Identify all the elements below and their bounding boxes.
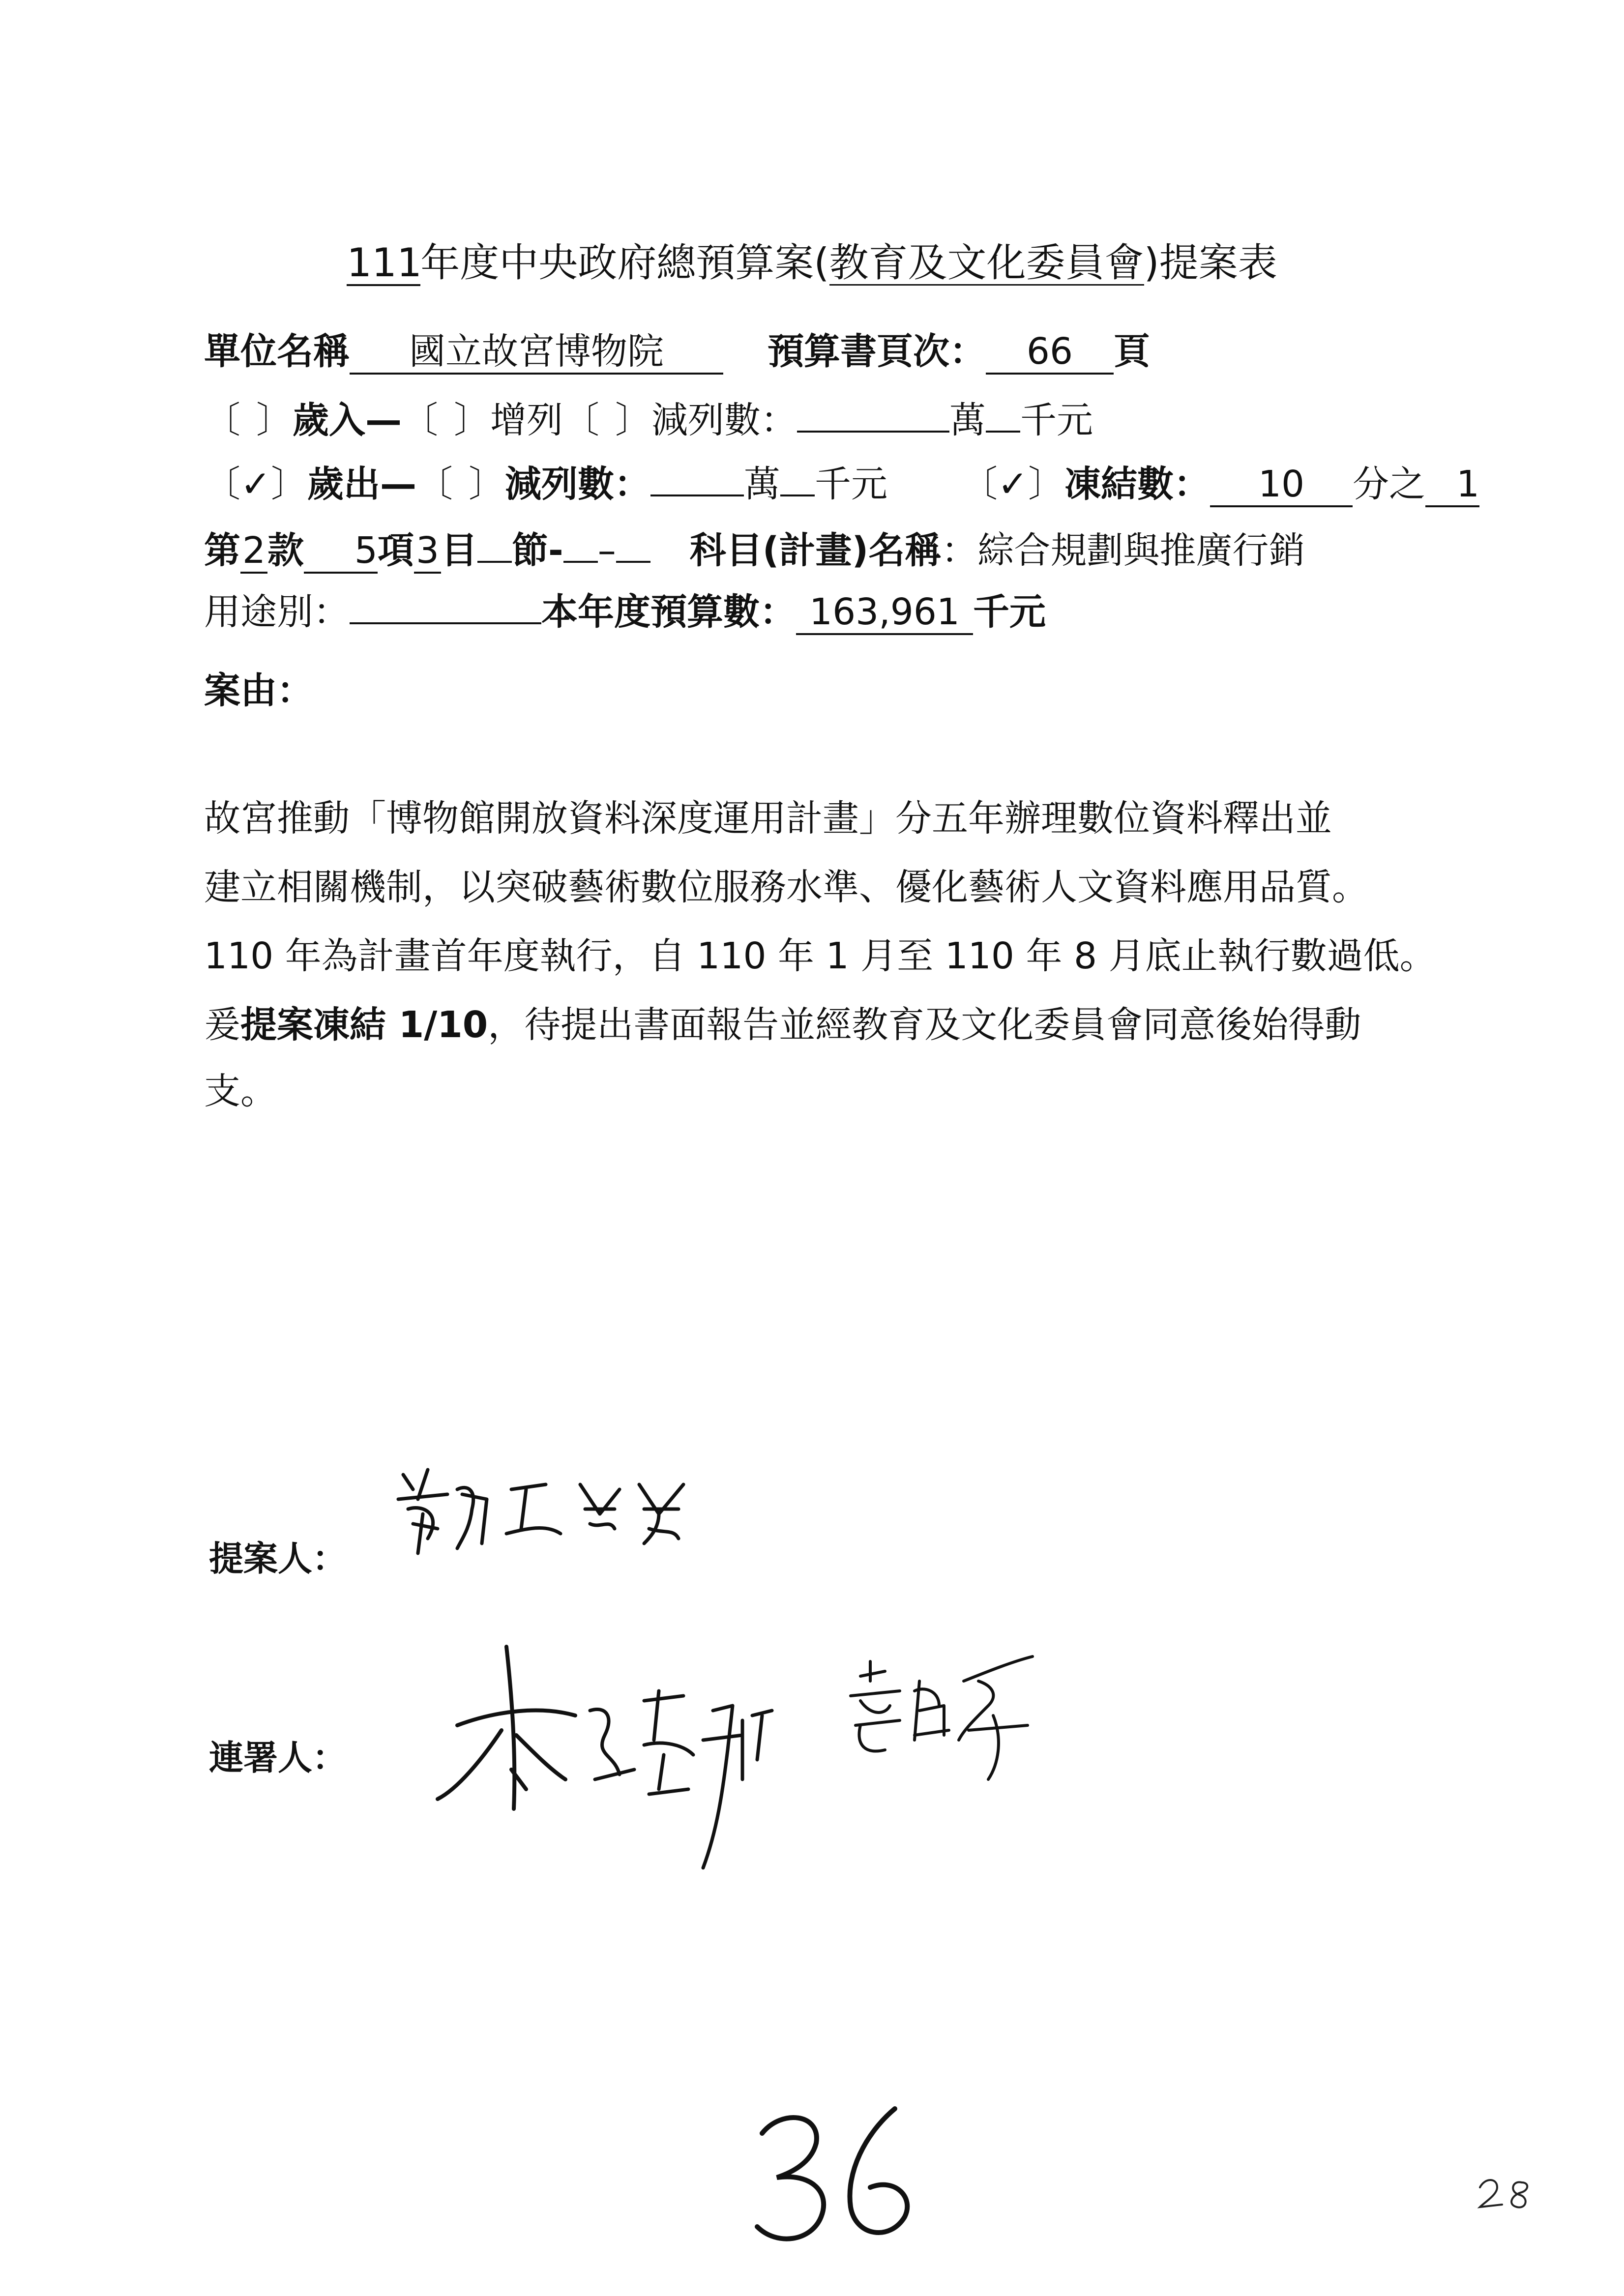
cosigner-label: 連署人： — [209, 1738, 347, 1778]
revenue-decrease-label: 減列數： — [651, 399, 797, 441]
unit-value: 國立故宮博物院 — [350, 330, 723, 375]
reason-line-3: 110 年為計畫首年度執行，自 110 年 1 月至 110 年 8 月底止執行數過低。 — [204, 935, 1436, 977]
usage-row — [204, 587, 1046, 637]
decrease-checkbox: 〔 〕 — [563, 399, 651, 441]
subject-value: ：綜合規劃與推廣行銷 — [941, 529, 1305, 572]
page-suffix: 頁 — [1114, 330, 1150, 373]
di-label: 第 — [204, 529, 240, 572]
revenue-wan: 萬 — [949, 399, 986, 441]
expenditure-label: 歲出— — [307, 463, 417, 505]
reason-line-5: 支。 — [204, 1070, 277, 1112]
kuan-value: 2 — [240, 529, 267, 574]
jie-label: 節- — [512, 529, 563, 572]
title-text-2: )提案表 — [1144, 240, 1277, 286]
xiang-value: 5 — [304, 529, 378, 574]
budget-label: 本年度預算數： — [541, 591, 796, 633]
expenditure-decrease-checkbox: 〔 〕 — [416, 463, 505, 505]
revenue-row — [204, 396, 1093, 445]
jie-blank-2 — [563, 561, 598, 563]
subject-label: 科目(計畫)名稱 — [689, 529, 942, 572]
reason-line-2: 建立相關機制，以突破藝術數位服務水準、優化藝術人文資料應用品質。 — [204, 866, 1368, 908]
reason-line-4-rest: ，待提出書面報告並經教育及文化委員會同意後始得動 — [488, 1004, 1361, 1046]
fraction-value: 1 — [1425, 463, 1479, 507]
expenditure-decrease-blank — [650, 494, 744, 496]
xiang-label: 項 — [378, 529, 414, 572]
proposer-label: 提案人： — [209, 1539, 347, 1579]
increase-checkbox: 〔 〕 — [402, 399, 490, 441]
reason-line-4 — [204, 1000, 1361, 1049]
budget-unit: 千元 — [973, 591, 1046, 633]
budget-value: 163,961 — [796, 591, 973, 635]
form-title — [0, 238, 1624, 288]
page-value: 66 — [986, 330, 1114, 375]
freeze-label: 凍結數： — [1064, 463, 1211, 505]
expenditure-wan: 萬 — [744, 463, 781, 505]
usage-label: 用途別： — [204, 591, 350, 633]
expenditure-qian: 千元 — [815, 463, 888, 505]
reason-line-1: 故宮推動「博物館開放資料深度運用計畫」分五年辦理數位資料釋出並 — [204, 797, 1332, 840]
reason-label: 案由： — [204, 669, 313, 712]
revenue-label: 歲入— — [293, 399, 402, 441]
revenue-qian: 千元 — [1020, 399, 1093, 441]
mu-label: 目 — [441, 529, 477, 572]
reason-line-4-prefix: 爰 — [204, 1004, 240, 1046]
proposer-signature — [384, 1455, 738, 1573]
usage-blank — [350, 622, 541, 624]
expenditure-row — [204, 460, 1479, 509]
cosigner-signatures — [428, 1632, 1116, 1888]
freeze-value: 10 — [1210, 463, 1353, 507]
jie-dash: – — [597, 529, 616, 572]
unit-row — [204, 327, 1150, 376]
unit-label: 單位名稱 — [204, 330, 350, 373]
title-text-1: 年度中央政府總預算案( — [420, 240, 829, 286]
page-number-36 — [747, 2099, 944, 2256]
jie-blank — [477, 561, 512, 563]
expenditure-checkbox: 〔✓〕 — [204, 463, 308, 505]
page-number-corner — [1475, 2168, 1544, 2217]
freeze-checkbox: 〔✓〕 — [961, 463, 1065, 505]
reason-line-4-bold: 提案凍結 1/10 — [240, 1004, 488, 1046]
mu-value: 3 — [414, 529, 441, 574]
revenue-checkbox: 〔 〕 — [204, 399, 293, 441]
revenue-qian-blank — [986, 431, 1020, 433]
classification-row — [204, 526, 1305, 575]
page-label: 預算書頁次： — [768, 330, 986, 373]
title-committee: 教育及文化委員會 — [829, 240, 1144, 286]
increase-label: 增列 — [490, 399, 563, 441]
title-year: 111 — [347, 240, 422, 286]
expenditure-decrease-label: 減列數： — [505, 463, 651, 505]
expenditure-qian-blank — [780, 494, 815, 496]
jie-blank-3 — [616, 561, 650, 563]
kuan-label: 款 — [267, 529, 304, 572]
revenue-decrease-blank — [797, 431, 949, 433]
fraction-label: 分之 — [1353, 463, 1426, 505]
